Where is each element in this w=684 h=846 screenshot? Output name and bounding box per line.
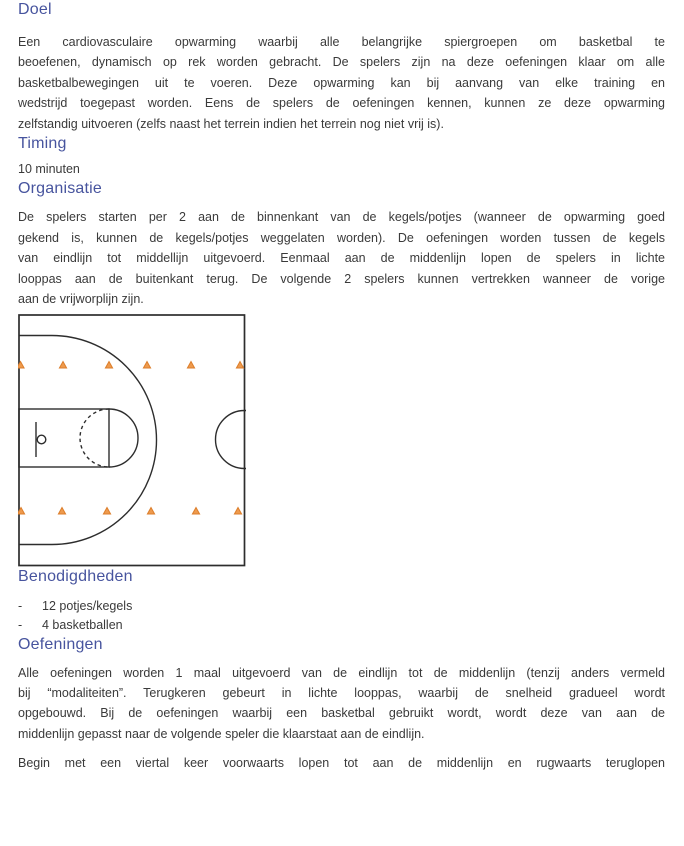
list-item-text: 4 basketballen	[42, 618, 123, 633]
list-bullet: -	[18, 599, 23, 614]
text-line: Een cardiovasculaire opwarming waarbij alle belangrijke spiergroepen om basketbal te	[18, 35, 665, 49]
text-line: gekend is, kunnen de kegels/potjes weggelaten worden). De oefeningen worden tussen de kegels	[18, 230, 665, 245]
oefeningen-paragraph	[18, 663, 665, 745]
text-line: basketbalbewegingen uit te voeren. Deze opwarming kan bij aanvang van elke training en	[18, 75, 665, 90]
cone-icon	[105, 362, 112, 369]
text-line: middenlijn gepasst naar de volgende speler die klaarstaat aan de eindlijn.	[18, 726, 425, 741]
list-item-text: 12 potjes/kegels	[42, 599, 133, 614]
section-heading-benodigdheden: Benodigdheden	[18, 568, 133, 586]
basketball-court-diagram	[18, 314, 246, 567]
timing-text: 10 minuten	[18, 162, 80, 177]
text-line: looppas aan de buitenkant terug. De volgende 2 spelers kunnen vertrekken wanneer de vorige	[18, 271, 665, 286]
text-line: De spelers starten per 2 aan de binnenkant van de kegels/potjes (wanneer de opwarming goed	[18, 210, 665, 225]
court-boundary	[19, 315, 245, 566]
free-throw-circle-solid-half	[109, 409, 138, 467]
list-item	[18, 616, 665, 635]
cone-icon	[58, 508, 65, 515]
text-line: beoefenen, dynamisch op rek worden gebracht. De spelers zijn na deze oefeningen klaar om alle	[18, 55, 665, 70]
section-heading-doel: Doel	[18, 1, 52, 18]
list-item	[18, 597, 665, 616]
organisatie-paragraph	[18, 207, 665, 309]
center-circle-half	[216, 411, 247, 469]
cone-markers	[18, 362, 244, 515]
section-heading-timing: Timing	[18, 135, 67, 153]
cone-icon	[103, 508, 110, 515]
cone-icon	[192, 508, 199, 515]
cone-icon	[236, 362, 243, 369]
list-bullet: -	[18, 618, 23, 633]
three-point-line	[19, 336, 157, 545]
text-line: aan de vrijworplijn zijn.	[18, 292, 144, 307]
text-line: wedstrijd toegepast worden. Eens de spelers de oefeningen kennen, kunnen ze deze opwarming	[18, 96, 665, 111]
section-heading-organisatie: Organisatie	[18, 180, 103, 198]
free-throw-circle-dashed-half	[80, 409, 109, 467]
court-lines	[19, 315, 246, 566]
section-heading-oefeningen: Oefeningen	[18, 635, 103, 653]
text-line: Alle oefeningen worden 1 maal uitgevoerd van de eindlijn tot de middenlijn (tenzij anders vermeld	[18, 665, 665, 680]
text-line: van eindlijn tot middellijn uitgevoerd. Eenmaal aan de middenlijn lopen de spelers in lichte	[18, 251, 665, 266]
doel-paragraph	[18, 32, 665, 134]
cone-icon	[147, 508, 154, 515]
text-line: opgebouwd. Bij de oefeningen waarbij een basketbal gebruikt wordt, wordt deze van aan de	[18, 706, 665, 721]
cone-icon	[59, 362, 66, 369]
cone-icon	[143, 362, 150, 369]
cone-icon	[234, 508, 241, 515]
text-line: Begin met een viertal keer voorwaarts lopen tot aan de middenlijn en rugwaarts teruglopen	[18, 756, 665, 771]
oefeningen-paragraph-2	[18, 753, 665, 773]
key-rectangle	[19, 409, 109, 467]
basket-rim	[37, 436, 46, 445]
text-line: zelfstandig uitvoeren (zelfs naast het terrein indien het terrein nog niet vrij is).	[18, 116, 444, 131]
text-line: bij “modaliteiten”. Terugkeren gebeurt in lichte looppas, waarbij de snelheid gradueel wordt	[18, 686, 665, 701]
cone-icon	[187, 362, 194, 369]
benodigdheden-list	[18, 597, 665, 634]
